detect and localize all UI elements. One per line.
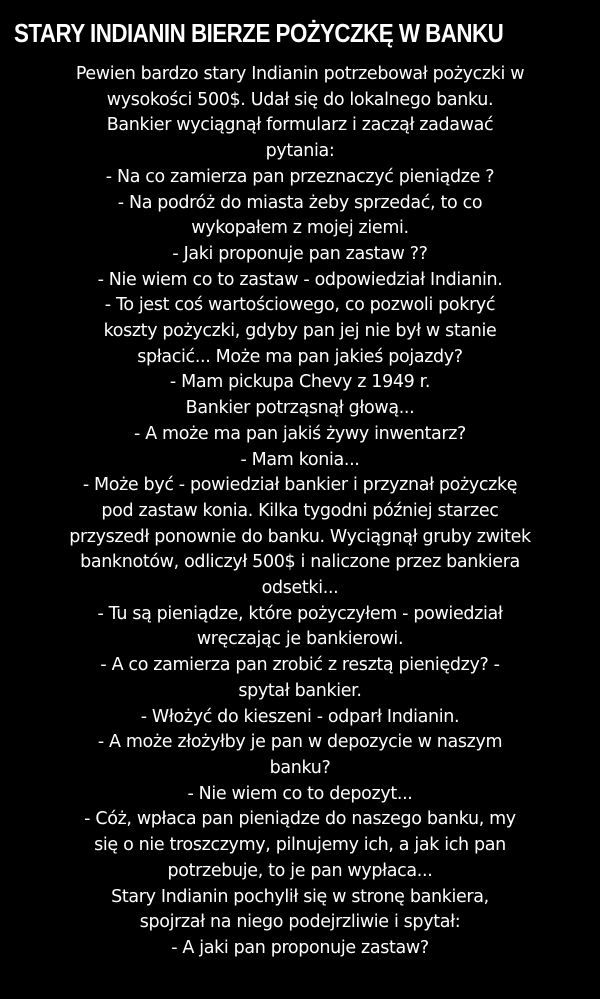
text-line: pytania: [265,141,335,162]
text-line: wręczając je bankierowi. [196,629,404,650]
text-line: - To jest coś wartościowego, co pozwoli pokryć [104,295,496,316]
text-line: pod zastaw konia. Kilka tygodni później starzec [101,500,499,521]
text-line: spojrzał na niego podejrzliwie i spytał: [139,912,461,933]
text-line: banku? [269,757,331,778]
text-line: banknotów, odliczył 500$ i naliczone przez bankiera [80,552,520,573]
text-line: spytał bankier. [238,680,362,701]
text-line: - Na co zamierza pan przeznaczyć pieniądze ? [105,166,495,187]
text-line: koszty pożyczki, gdyby pan jej nie był w stanie [103,321,497,342]
text-line: Bankier potrząsnął głową... [185,398,415,419]
text-line: wykopałem z mojej ziemi. [191,218,409,239]
text-line: Bankier wyciągnął formularz i zaczął zadawać [106,115,494,136]
text-line: wysokości 500$. Udał się do lokalnego banku. [106,89,494,110]
text-line: odsetki... [261,578,339,599]
text-line: się o nie troszczymy, pilnujemy ich, a jak ich pan [94,835,506,856]
text-line: - A co zamierza pan zrobić z resztą pieniędzy? - [100,655,500,676]
text-line: - Mam pickupa Chevy z 1949 r. [169,372,431,393]
joke-body [10,62,590,962]
text-line: - Cóż, wpłaca pan pieniądze do naszego banku, my [84,809,516,830]
text-line: - Tu są pieniądze, które pożyczyłem - powiedział [97,603,503,624]
text-line: - A może ma pan jakiś żywy inwentarz? [134,423,466,444]
text-line: przyszedł ponownie do banku. Wyciągnął gruby zwitek [69,526,531,547]
text-line: - Mam konia... [240,449,360,470]
text-line: - Na podróż do miasta żeby sprzedać, to co [117,192,483,213]
text-line: potrzebuje, to je pan wypłaca... [167,860,433,881]
text-line: - Jaki proponuje pan zastaw ?? [172,243,428,264]
text-line: - Nie wiem co to zastaw - odpowiedział Indianin. [97,269,503,290]
text-line: - Może być - powiedział bankier i przyznał pożyczkę [82,475,518,496]
text-line: - A jaki pan proponuje zastaw? [171,937,429,958]
text-line: spłacić... Może ma pan jakieś pojazdy? [137,346,463,367]
text-line: Pewien bardzo stary Indianin potrzebował pożyczki w [75,64,525,84]
text-line: - A może złożyłby je pan w depozycie w naszym [97,732,503,753]
text-line: - Nie wiem co to depozyt... [187,783,413,804]
text-line: - Włożyć do kieszeni - odparł Indianin. [140,706,460,727]
joke-title: STARY INDIANIN BIERZE POŻYCZKĘ W BANKU [14,18,504,48]
text-line: Stary Indianin pochylił się w stronę bankiera, [111,886,489,907]
